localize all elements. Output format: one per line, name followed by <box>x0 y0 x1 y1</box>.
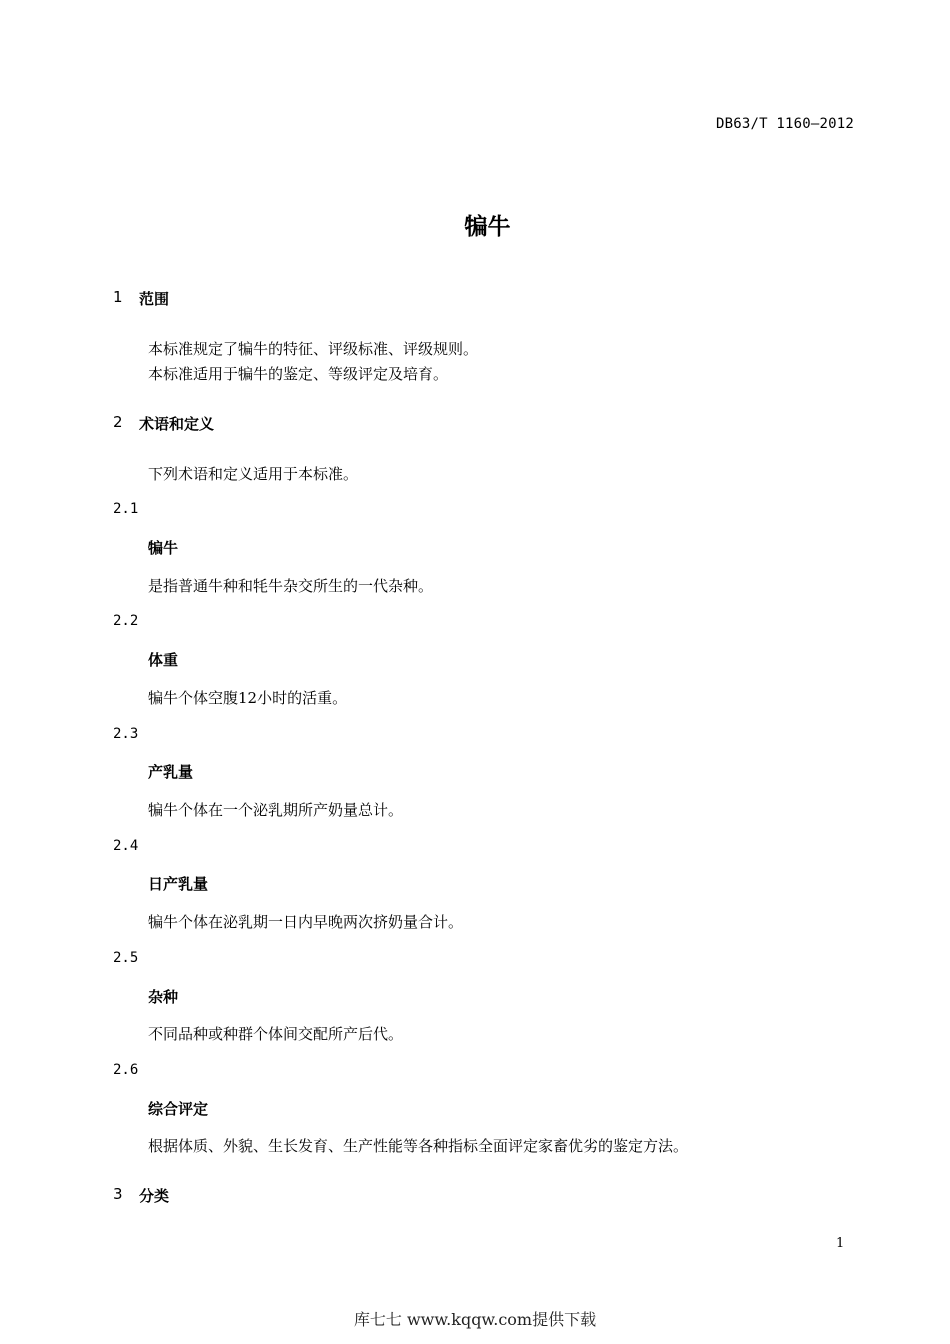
term-heading: 杂种 <box>148 988 179 1006</box>
subsection-number: 2.5 <box>113 950 139 966</box>
section-title: 术语和定义 <box>139 415 215 433</box>
term-definition: 不同品种或种群个体间交配所产后代。 <box>148 1025 404 1043</box>
paragraph: 本标准规定了犏牛的特征、评级标准、评级规则。 <box>148 340 479 358</box>
term-definition: 犏牛个体在泌乳期一日内早晚两次挤奶量合计。 <box>148 913 464 931</box>
term-definition: 犏牛个体空腹12小时的活重。 <box>148 689 348 707</box>
document-title: 犏牛 <box>464 214 511 240</box>
section-title: 范围 <box>139 290 170 308</box>
paragraph: 下列术语和定义适用于本标准。 <box>148 465 359 483</box>
term-heading: 体重 <box>148 651 179 669</box>
term-heading: 犏牛 <box>148 539 179 557</box>
page-number: 1 <box>836 1236 845 1251</box>
section-number: 2 <box>113 413 123 431</box>
section-number: 1 <box>113 288 123 306</box>
subsection-number: 2.6 <box>113 1062 139 1078</box>
subsection-number: 2.4 <box>113 838 139 854</box>
term-definition: 犏牛个体在一个泌乳期所产奶量总计。 <box>148 801 404 819</box>
download-watermark: 库七七 www.kqqw.com提供下载 <box>353 1310 597 1329</box>
term-heading: 产乳量 <box>148 763 194 781</box>
subsection-number: 2.2 <box>113 613 139 629</box>
paragraph: 本标准适用于犏牛的鉴定、等级评定及培育。 <box>148 365 449 383</box>
term-definition: 根据体质、外貌、生长发育、生产性能等各种指标全面评定家畜优劣的鉴定方法。 <box>148 1137 689 1155</box>
term-heading: 综合评定 <box>148 1100 209 1118</box>
section-number: 3 <box>113 1185 123 1203</box>
term-heading: 日产乳量 <box>148 875 209 893</box>
subsection-number: 2.1 <box>113 501 139 517</box>
term-definition: 是指普通牛种和牦牛杂交所生的一代杂种。 <box>148 577 434 595</box>
standard-code: DB63/T 1160—2012 <box>716 116 855 132</box>
subsection-number: 2.3 <box>113 726 139 742</box>
section-title: 分类 <box>139 1187 170 1205</box>
